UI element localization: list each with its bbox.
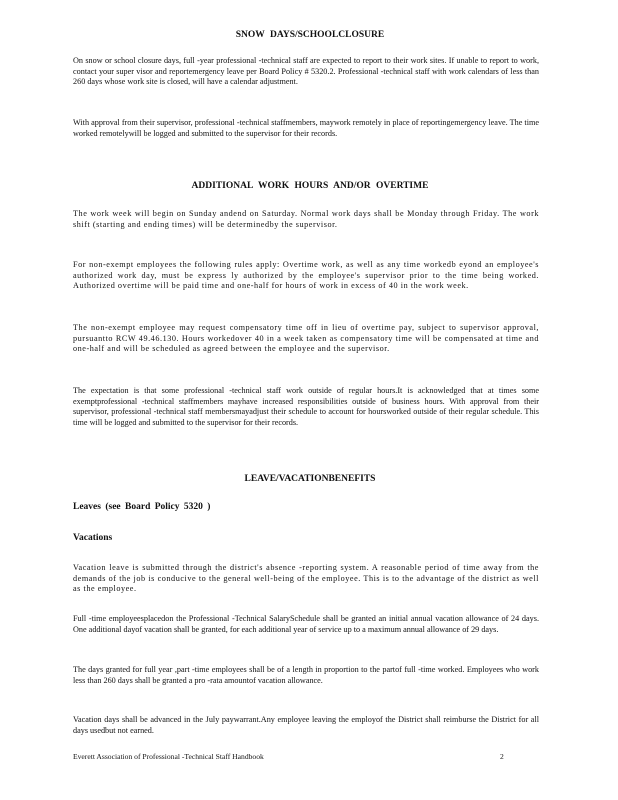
- vacations-subheading: Vacations: [73, 533, 113, 543]
- snow-days-paragraph-1: On snow or school closure days, full -year professional -technical staff are expected to report to their work sites. If unable to report to work, contact your super visor and reportemergency leave per Board Policy # 5320.2. Professional -technical staff with work calendars of less than 260 days whose work site is closed, will have a calendar adjustment.: [73, 56, 539, 86]
- vacations-paragraph-1: Vacation leave is submitted through the district's absence -reporting system. A reasonable period of time away from the demands of the job is conducive to the general well-being of the employee. This is to the advantage of the district as well as the employee.: [73, 563, 539, 593]
- overtime-paragraph-2: For non-exempt employees the following rules apply: Overtime work, as well as any time workedb eyond an employee's authorized work day, must be express ly authorized by the employee's supervisor prior to the time being worked. Authorized overtime will be paid time and one-half for hours of work in excess of 40 in the work week.: [73, 260, 539, 290]
- overtime-paragraph-4: The expectation is that some professional -technical staff work outside of regular hours.It is acknowledged that at times some exemptprofessional -technical staffmembers mayhave increased responsibilities outside of business hours. With approval from their supervisor, professional -technical staff membersmayadjust their schedule to account for hoursworked outside of their regular schedule. This time will be logged and submitted to the supervisor for their records.: [73, 386, 539, 427]
- vacations-paragraph-3: The days granted for full year ,part -time employees shall be of a length in proportion to the partof full -time worked. Employees who work less than 260 days shall be granted a pro -rata amountof vacation allowance.: [73, 665, 539, 685]
- overtime-paragraph-3: The non-exempt employee may request compensatory time off in lieu of overtime pay, subject to supervisor approval, pursuantto RCW 49.46.130. Hours workedover 40 in a week taken as compensatory time will be compensated at time and one-half and will be scheduled as agreed between the employee and the supervisor.: [73, 323, 539, 353]
- vacations-paragraph-2: Full -time employeesplacedon the Professional -Technical SalarySchedule shall be granted an initial annual vacation allowance of 24 days. One additional dayof vacation shall be granted, for each additional year of service up to a maximum annual allowance of 29 days.: [73, 614, 539, 634]
- snow-days-paragraph-2: With approval from their supervisor, professional -technical staffmembers, maywork remotely in place of reportingemergency leave. The time worked remotelywill be logged and submitted to the supervisor for their records.: [73, 118, 539, 138]
- page-number: 2: [500, 752, 504, 761]
- footer-text: Everett Association of Professional -Technical Staff Handbook: [73, 752, 264, 761]
- overtime-paragraph-1: The work week will begin on Sunday andend on Saturday. Normal work days shall be Monday through Friday. The work shift (starting and ending times) will be determinedby the supervisor.: [73, 209, 539, 229]
- leaves-subheading: Leaves (see Board Policy 5320 ): [73, 502, 211, 512]
- leave-benefits-heading: LEAVE/VACATIONBENEFITS: [244, 474, 376, 484]
- vacations-paragraph-4: Vacation days shall be advanced in the July paywarrant.Any employee leaving the employof the District shall reimburse the District for all days usedbut not earned.: [73, 715, 539, 735]
- overtime-heading: ADDITIONAL WORK HOURS AND/OR OVERTIME: [191, 181, 429, 191]
- snow-days-heading: SNOW DAYS/SCHOOLCLOSURE: [235, 30, 385, 40]
